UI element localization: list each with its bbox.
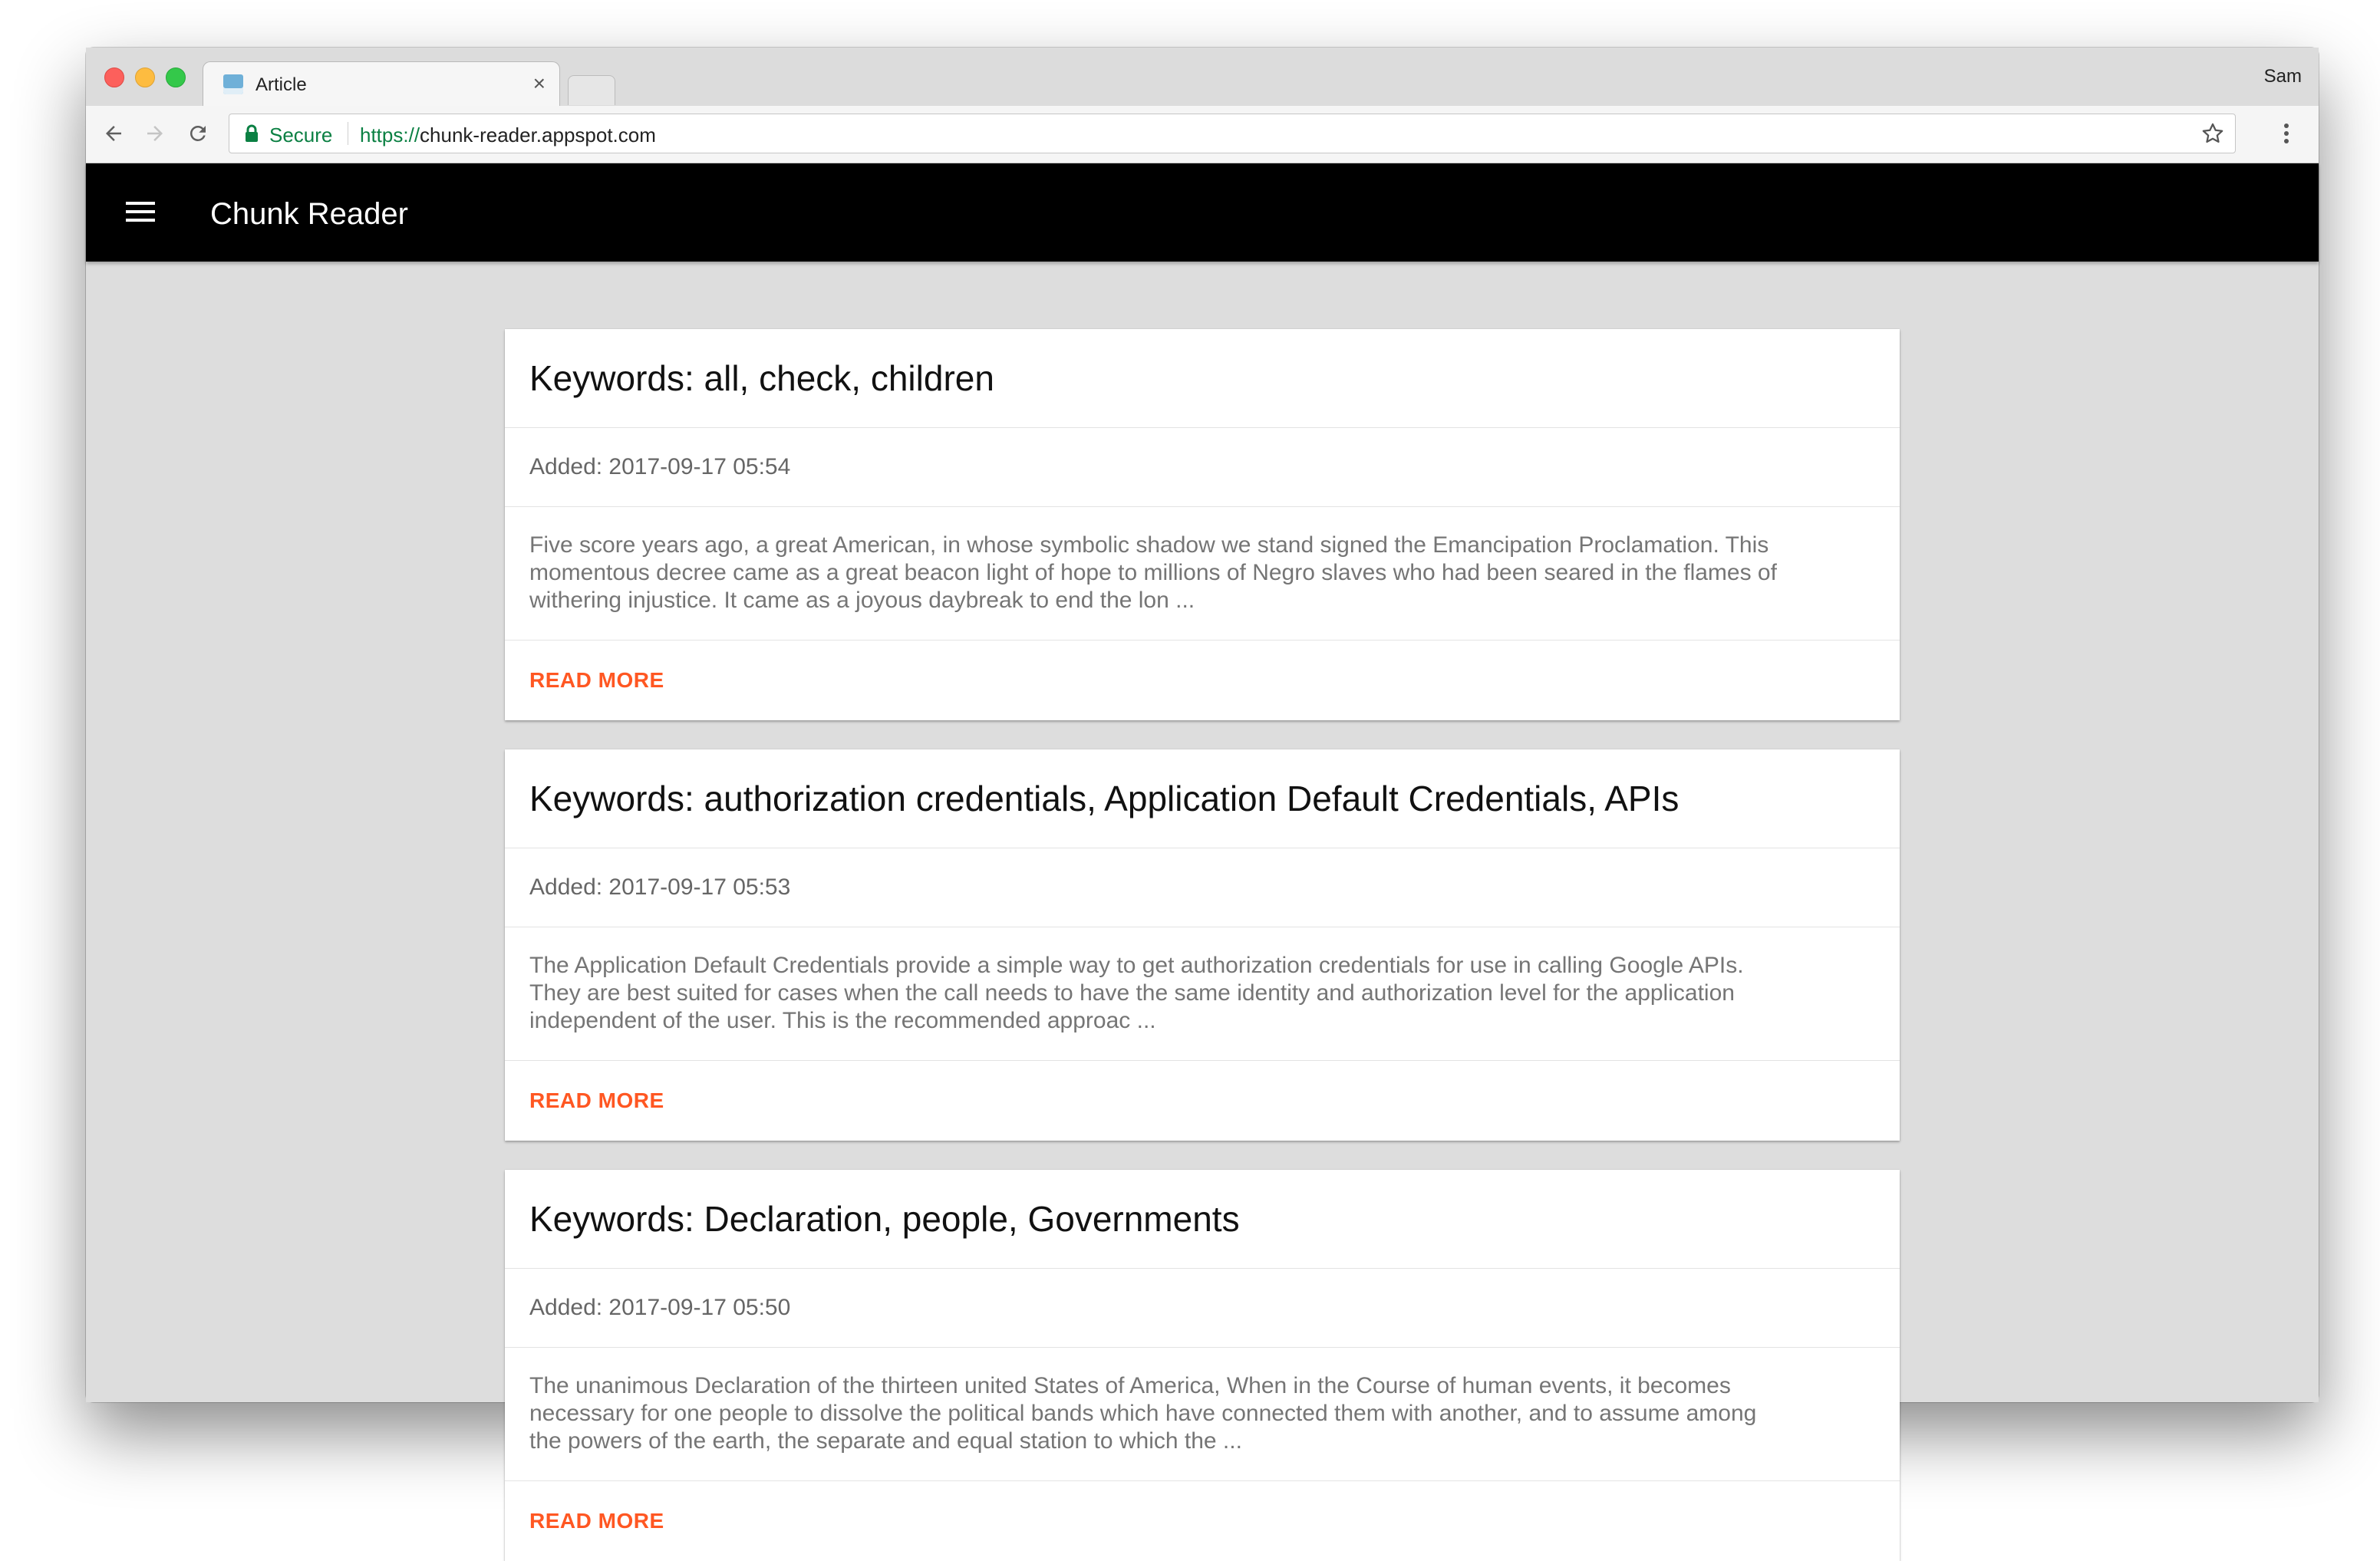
back-button[interactable] bbox=[98, 118, 129, 149]
browser-titlebar bbox=[86, 48, 2319, 107]
article-card bbox=[505, 1170, 1900, 1561]
article-excerpt-text: The unanimous Declaration of the thirteen united States of America, When in the Course of human events, it becomes necessary for one people to dissolve the political bands which have connected them with another, and to assume among the powers of the earth, the separate and equal station to which the ... bbox=[529, 1373, 1757, 1454]
app-bar bbox=[86, 163, 2319, 262]
article-keywords: Keywords: authorization credentials, Application Default Credentials, APIs bbox=[505, 749, 1900, 848]
browser-tab-article[interactable] bbox=[203, 61, 560, 107]
article-keywords: Keywords: Declaration, people, Governments bbox=[505, 1170, 1900, 1269]
browser-menu-button[interactable] bbox=[2271, 118, 2302, 149]
tab-close-icon[interactable]: × bbox=[532, 71, 546, 95]
article-card bbox=[505, 749, 1900, 1141]
new-tab-button[interactable] bbox=[568, 75, 615, 105]
app-title: Chunk Reader bbox=[210, 197, 408, 231]
article-added-date: Added: 2017-09-17 05:50 bbox=[505, 1269, 1900, 1348]
article-excerpt bbox=[505, 507, 1900, 641]
profile-name[interactable]: Sam bbox=[2263, 66, 2302, 87]
arrow-left-icon bbox=[102, 122, 125, 145]
article-excerpt-text: Five score years ago, a great American, in whose symbolic shadow we stand signed the Emancipation Proclamation. This momentous decree came as a great beacon light of hope to millions of Negro slaves who had been seared in the flames of withering injustice. It came as a joyous daybreak to end the lon ... bbox=[529, 532, 1777, 613]
secure-label: Secure bbox=[269, 123, 333, 147]
article-list bbox=[86, 262, 2319, 1533]
window-close-button[interactable] bbox=[104, 68, 124, 87]
reload-button[interactable] bbox=[183, 118, 213, 149]
article-excerpt bbox=[505, 927, 1900, 1061]
reload-icon bbox=[186, 122, 209, 145]
bookmark-star-icon[interactable] bbox=[2200, 120, 2226, 147]
article-excerpt-text: The Application Default Credentials provide a simple way to get authorization credentials for use in calling Google APIs. They are best suited for cases when the call needs to have the same identity and authorization level for the application independent of the user. This is the recommended approac ... bbox=[529, 953, 1744, 1033]
window-minimize-button[interactable] bbox=[135, 68, 155, 87]
article-actions bbox=[505, 1061, 1900, 1141]
lock-icon bbox=[243, 124, 260, 143]
article-keywords: Keywords: all, check, children bbox=[505, 329, 1900, 428]
forward-button[interactable] bbox=[140, 118, 170, 149]
url-host: chunk-reader.appspot.com bbox=[420, 123, 656, 147]
arrow-right-icon bbox=[143, 122, 166, 145]
tab-title: Article bbox=[255, 74, 307, 95]
url-text[interactable] bbox=[360, 123, 656, 147]
article-excerpt bbox=[505, 1348, 1900, 1481]
more-vert-icon bbox=[2283, 122, 2290, 145]
article-actions bbox=[505, 1481, 1900, 1561]
hamburger-menu-icon[interactable] bbox=[126, 200, 157, 223]
browser-toolbar bbox=[86, 106, 2319, 163]
read-more-button[interactable]: READ MORE bbox=[529, 668, 664, 692]
address-bar[interactable] bbox=[229, 114, 2236, 153]
url-scheme: https:// bbox=[360, 123, 420, 147]
article-added-date: Added: 2017-09-17 05:54 bbox=[505, 428, 1900, 507]
window-maximize-button[interactable] bbox=[166, 68, 186, 87]
article-actions bbox=[505, 641, 1900, 720]
article-card bbox=[505, 329, 1900, 720]
page-favicon-icon bbox=[223, 74, 243, 94]
read-more-button[interactable]: READ MORE bbox=[529, 1509, 664, 1533]
browser-window bbox=[86, 48, 2319, 1533]
read-more-button[interactable]: READ MORE bbox=[529, 1088, 664, 1112]
article-added-date: Added: 2017-09-17 05:53 bbox=[505, 848, 1900, 927]
